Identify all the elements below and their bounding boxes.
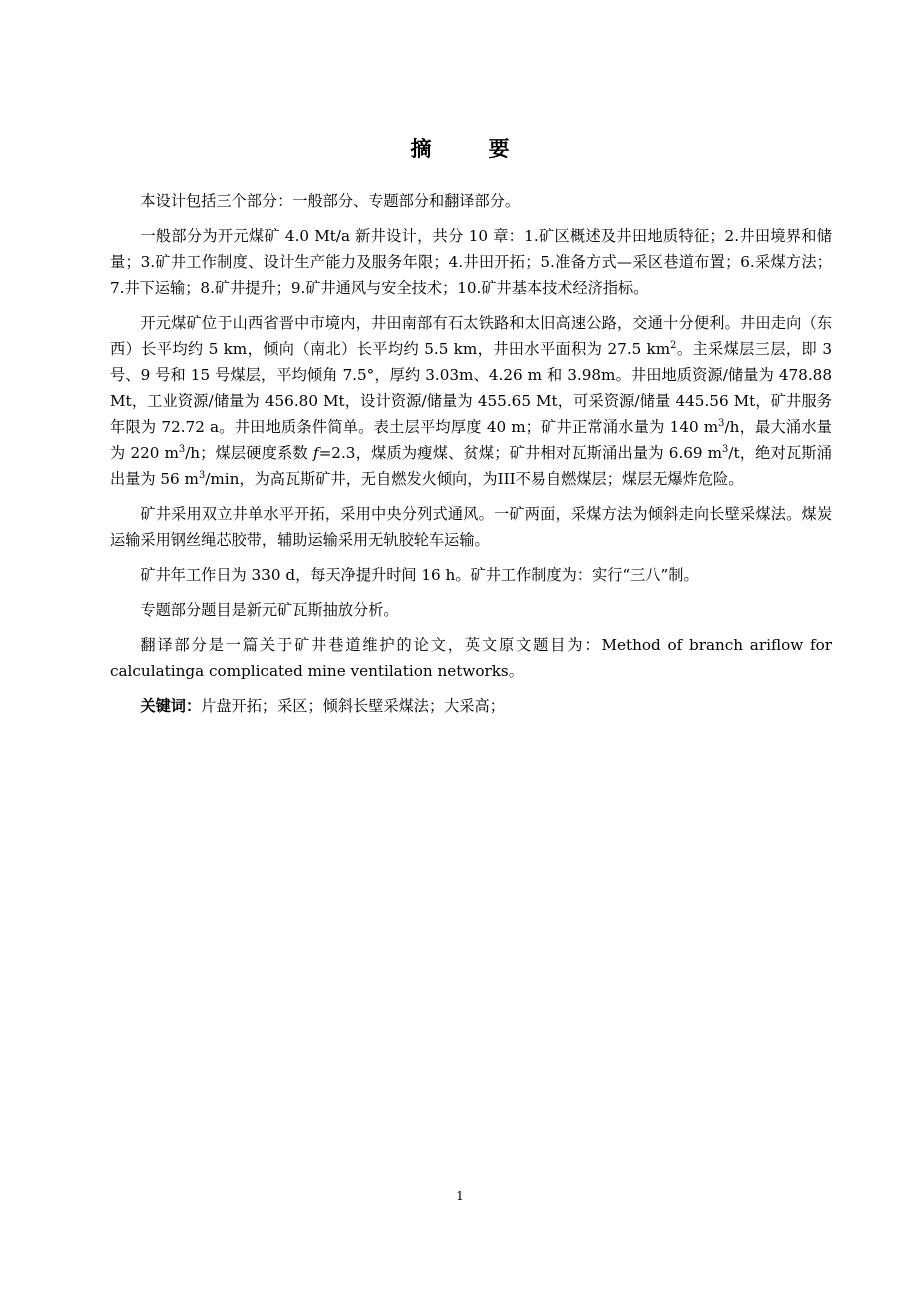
paragraph-mine-overview [110, 310, 832, 492]
paragraph-text: =2.3，煤质为瘦煤、贫煤；矿井相对瓦斯涌出量为 6.69 m [318, 444, 723, 462]
paragraph-text: /h；煤层硬度系数 [185, 444, 313, 462]
paragraph-text: 翻译部分是一篇关于矿井巷道维护的论文，英文原文题目为：Method of branch ariflow for calculatinga complicated mine ventilation networks。 [110, 636, 832, 680]
paragraph-text: 矿井采用双立井单水平开拓，采用中央分列式通风。一矿两面，采煤方法为倾斜走向长壁采煤法。煤炭运输采用钢丝绳芯胶带，辅助运输采用无轨胶轮车运输。 [110, 505, 832, 549]
italic-symbol: f [312, 444, 319, 462]
keywords-text: 片盘开拓；采区；倾斜长壁采煤法；大采高； [201, 697, 505, 715]
superscript: 3 [722, 443, 729, 455]
paragraph-text: /h，最大涌水量为 220 m [110, 418, 832, 462]
paragraph-translation [110, 632, 832, 684]
paragraph-text: 专题部分题目是新元矿瓦斯抽放分析。 [140, 601, 399, 619]
paragraph-text: /min，为高瓦斯矿井，无自燃发火倾向，为III不易自燃煤层；煤层无爆炸危险。 [205, 470, 744, 488]
paragraph-text: 本设计包括三个部分：一般部分、专题部分和翻译部分。 [140, 192, 521, 210]
keywords-label: 关键词： [140, 697, 202, 715]
paragraph-text: 开元煤矿位于山西省晋中市境内，井田南部有石太铁路和太旧高速公路，交通十分便利。井田走向（东西）长平均约 5 km，倾向（南北）长平均约 5.5 km，井田水平面积为 27.5 km [110, 314, 832, 358]
paragraph-intro [110, 188, 832, 214]
paragraph-text: /t，绝对瓦斯涌出量为 56 m [110, 444, 832, 488]
page-number: 1 [456, 1189, 464, 1203]
paragraph-work-schedule [110, 562, 832, 588]
paragraph-special-topic [110, 597, 832, 623]
superscript: 2 [670, 339, 677, 351]
paragraph-text: 。主采煤层三层，即 3 号、9 号和 15 号煤层，平均倾角 7.5°，厚约 3.03m、4.26 m 和 3.98m。井田地质资源/储量为 478.88 Mt，工业资源/储量为 456.80 Mt，设计资源/储量为 455.65 Mt，可采资源/储量 445.56 Mt，矿井服务年限为 72.72 a。井田地质条件简单。表土层平均厚度 40 m；矿井正常涌水量为 140 m [110, 340, 832, 436]
keywords [110, 693, 832, 719]
paragraph-text: 矿井年工作日为 330 d，每天净提升时间 16 h。矿井工作制度为：实行“三八”制。 [140, 566, 699, 584]
paragraph-text: 一般部分为开元煤矿 4.0 Mt/a 新井设计，共分 10 章：1.矿区概述及井田地质特征；2.井田境界和储量；3.矿井工作制度、设计生产能力及服务年限；4.井田开拓；5.准备方式—采区巷道布置；6.采煤方法；7.井下运输；8.矿井提升；9.矿井通风与安全技术；10.矿井基本技术经济指标。 [110, 227, 832, 297]
superscript: 3 [198, 469, 206, 481]
paragraph-general-part [110, 223, 832, 301]
paragraph-development [110, 501, 832, 553]
superscript: 3 [718, 417, 725, 429]
abstract-title: 摘 要 [410, 137, 528, 161]
abstract-body [110, 188, 832, 728]
superscript: 3 [178, 443, 186, 455]
